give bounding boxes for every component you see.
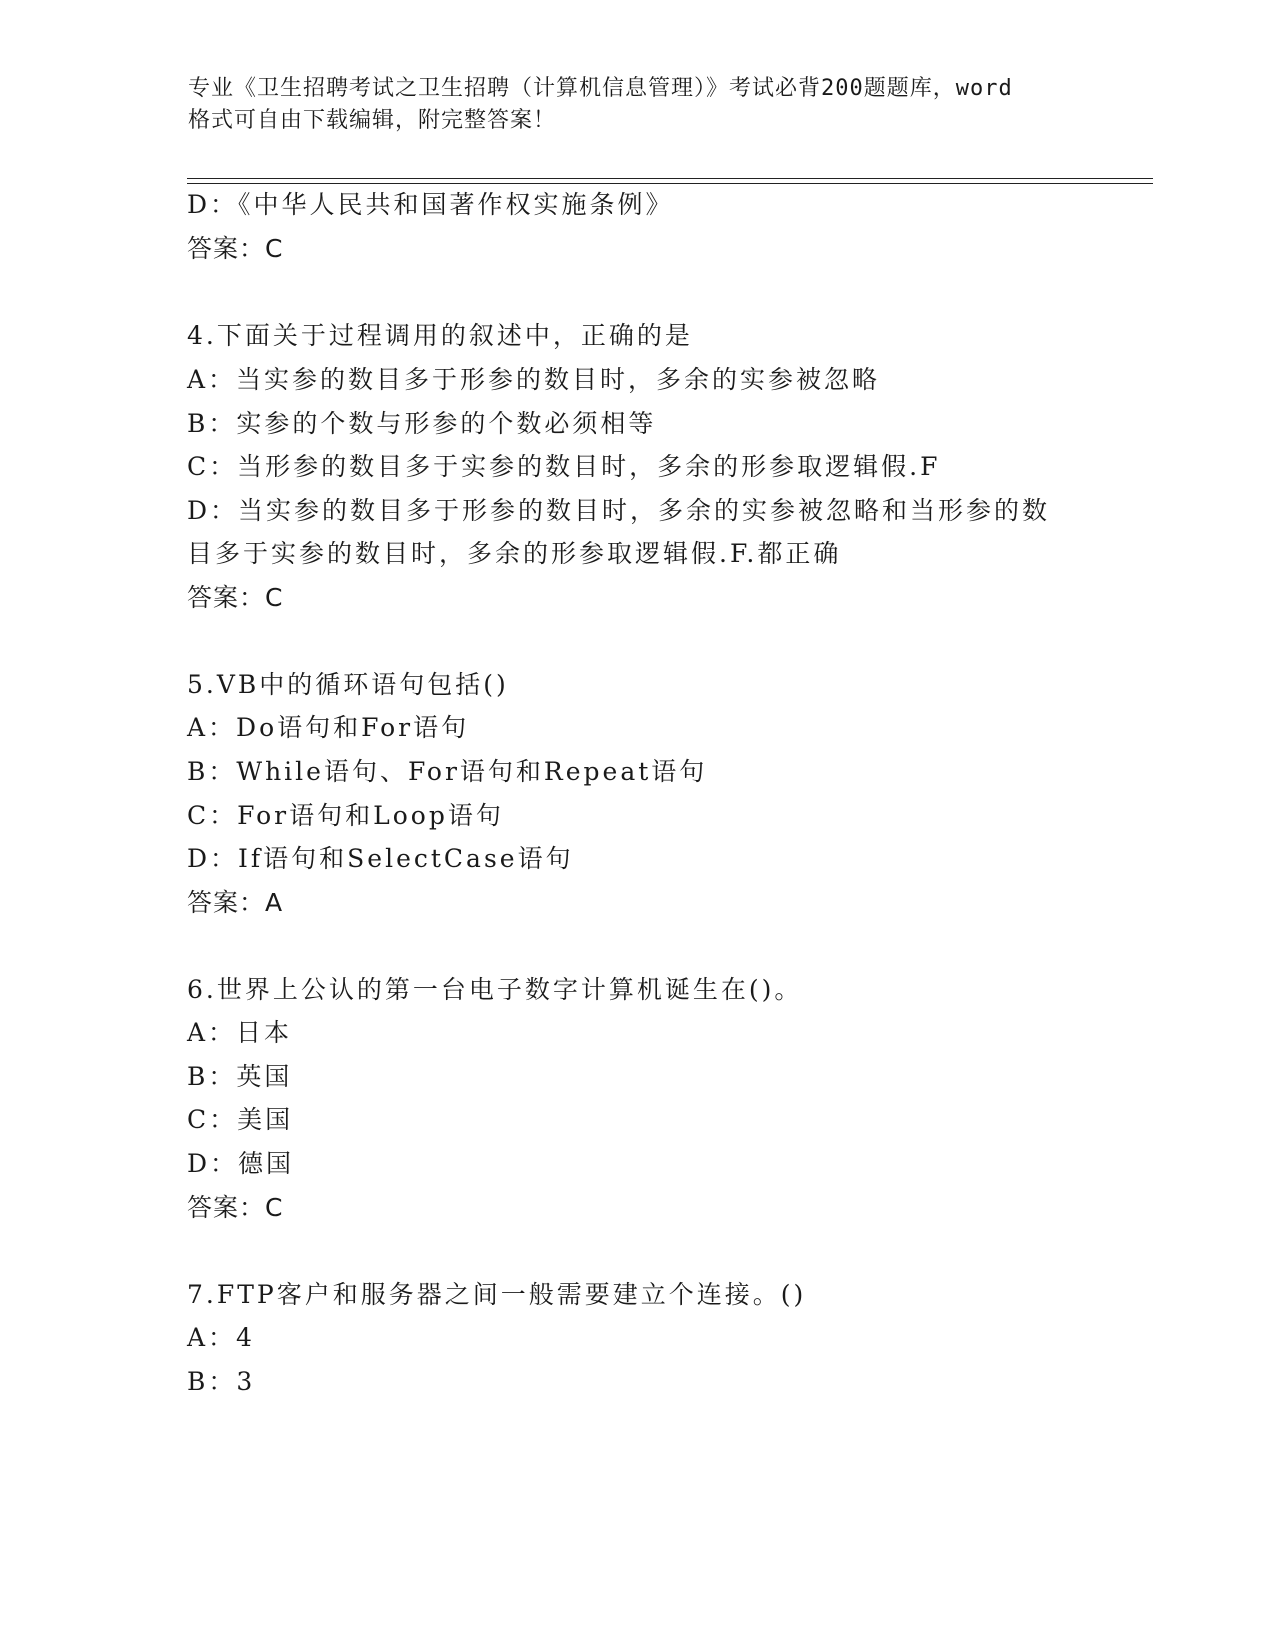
option-line: A：Do语句和For语句 — [187, 713, 470, 742]
option-line: C：For语句和Loop语句 — [187, 801, 504, 830]
answer-line: 答案：C — [187, 234, 284, 263]
question-line: 5.VB中的循环语句包括() — [187, 670, 509, 699]
question-line: 4.下面关于过程调用的叙述中，正确的是 — [187, 321, 693, 350]
option-line: C：美国 — [187, 1105, 294, 1134]
document-header — [188, 73, 1088, 137]
option-line: D：当实参的数目多于形参的数目时，多余的实参被忽略和当形参的数 — [187, 496, 1051, 525]
option-line: A：当实参的数目多于形参的数目时，多余的实参被忽略 — [187, 365, 881, 394]
option-line: A：4 — [187, 1323, 255, 1352]
answer-line: 答案：C — [187, 1193, 284, 1222]
question-line: 7.FTP客户和服务器之间一般需要建立个连接。() — [187, 1280, 807, 1309]
option-line: C：当形参的数目多于实参的数目时，多余的形参取逻辑假.F — [187, 452, 941, 481]
header-line-2: 格式可自由下载编辑，附完整答案！ — [188, 108, 557, 133]
option-line: A：日本 — [187, 1018, 293, 1047]
option-line: B：实参的个数与形参的个数必须相等 — [187, 409, 657, 438]
option-line: D：《中华人民共和国著作权实施条例》 — [187, 190, 674, 219]
option-line-continued: 目多于实参的数目时，多余的形参取逻辑假.F.都正确 — [187, 539, 842, 568]
answer-line: 答案：A — [187, 888, 284, 917]
answer-line: 答案：C — [187, 583, 284, 612]
option-line: B：英国 — [187, 1062, 293, 1091]
option-line: B：While语句、For语句和Repeat语句 — [187, 757, 708, 786]
option-line: D：If语句和SelectCase语句 — [187, 844, 574, 873]
option-line: D：德国 — [187, 1149, 295, 1178]
header-divider-bottom — [187, 183, 1153, 184]
question-line: 6.世界上公认的第一台电子数字计算机诞生在()。 — [187, 975, 803, 1004]
header-line-1: 专业《卫生招聘考试之卫生招聘（计算机信息管理）》考试必背200题题库，word — [188, 76, 1013, 101]
header-divider-top — [187, 178, 1153, 179]
option-line: B：3 — [187, 1367, 256, 1396]
